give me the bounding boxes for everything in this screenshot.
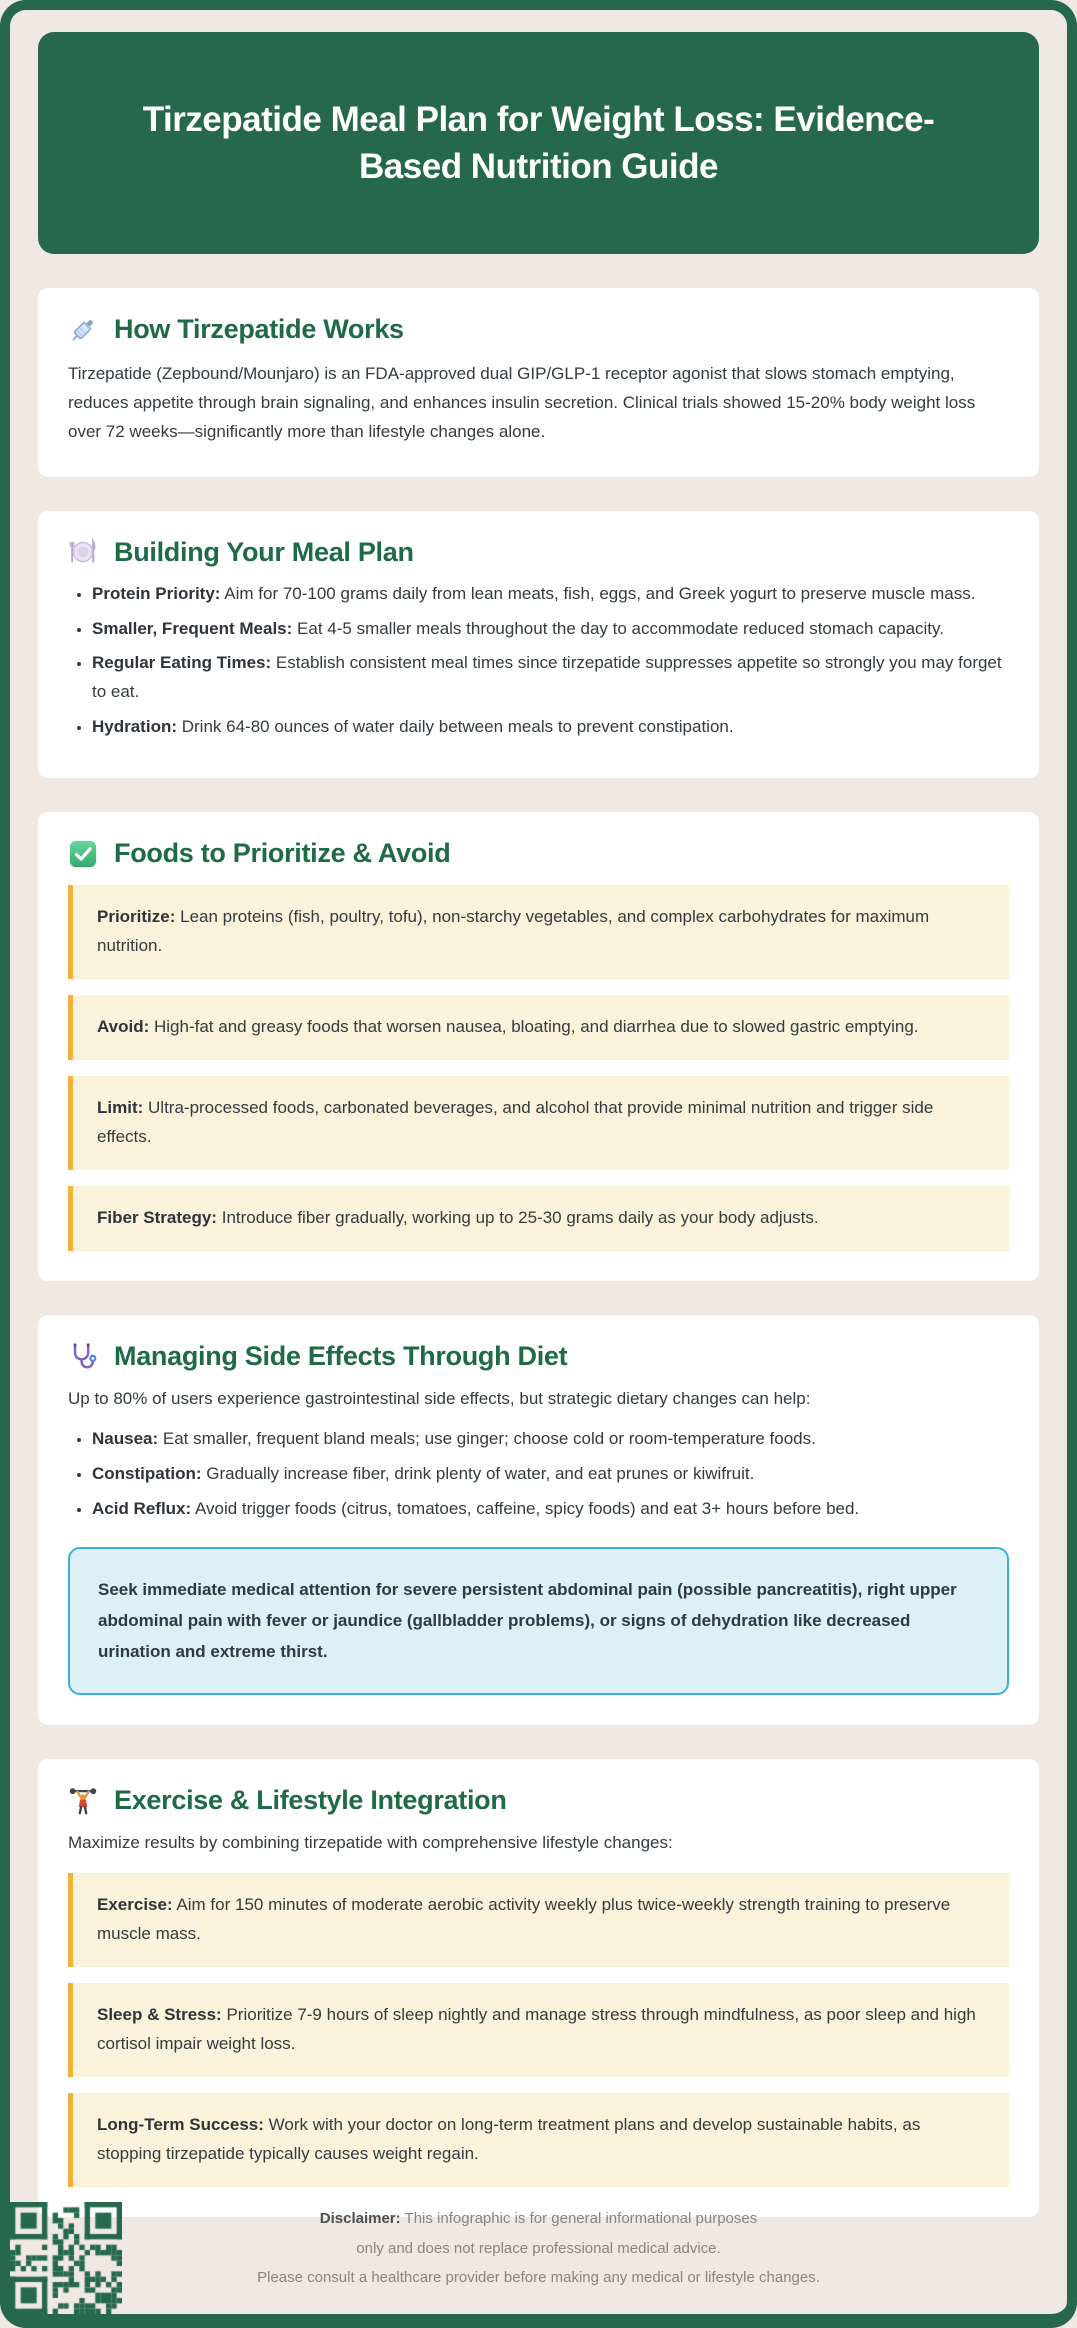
list-item: • Smaller, Frequent Meals: Eat 4-5 smaller meals throughout the day to accommodate reduced stomach capacity. bbox=[92, 615, 1009, 644]
highlight-exercise: Exercise: Aim for 150 minutes of moderate aerobic activity weekly plus twice-weekly strength training to preserve muscle mass. bbox=[68, 1873, 1009, 1967]
section-how-it-works bbox=[38, 288, 1039, 477]
section-paragraph: Tirzepatide (Zepbound/Mounjaro) is an FDA-approved dual GIP/GLP-1 receptor agonist that slows stomach emptying, reduces appetite through brain signaling, and enhances insulin secretion. Clinical trials showed 15-20% body weight loss over 72 weeks—significantly more than lifestyle changes alone. bbox=[68, 364, 976, 442]
section-meal-plan bbox=[38, 511, 1039, 778]
plate-icon bbox=[68, 537, 98, 567]
highlight-sleep-stress: Sleep & Stress: Prioritize 7-9 hours of sleep nightly and manage stress through mindfulness, as poor sleep and high cortisol impair weight loss. bbox=[68, 1983, 1009, 2077]
section-heading-row bbox=[68, 537, 1009, 568]
medical-warning-callout: Seek immediate medical attention for severe persistent abdominal pain (possible pancreatitis), right upper abdominal pain with fever or jaundice (gallbladder problems), or signs of dehydration like decreased urination and extreme thirst. bbox=[68, 1547, 1009, 1695]
list-item: • Regular Eating Times: Establish consistent meal times since tirzepatide suppresses appetite so strongly you may forget to eat. bbox=[92, 649, 1009, 707]
section-heading-row bbox=[68, 1341, 1009, 1372]
check-icon bbox=[68, 839, 98, 869]
disclaimer-line: only and does not replace professional medical advice. bbox=[356, 2239, 721, 2257]
list-item: • Protein Priority: Aim for 70-100 grams daily from lean meats, fish, eggs, and Greek yogurt to preserve muscle mass. bbox=[92, 580, 1009, 609]
highlight-prioritize: Prioritize: Lean proteins (fish, poultry, tofu), non-starchy vegetables, and complex carbohydrates for maximum nutrition. bbox=[68, 885, 1009, 979]
weightlifter-icon bbox=[68, 1786, 98, 1816]
disclaimer-line: Disclaimer: This infographic is for general informational purposes bbox=[319, 2210, 758, 2228]
section-foods bbox=[38, 812, 1039, 1280]
stethoscope-icon bbox=[68, 1341, 98, 1371]
highlight-avoid: Avoid: High-fat and greasy foods that worsen nausea, bloating, and diarrhea due to slowed gastric emptying. bbox=[68, 995, 1009, 1060]
section-heading-row bbox=[68, 1785, 1009, 1816]
section-side-effects bbox=[38, 1315, 1039, 1726]
meal-plan-list bbox=[68, 580, 1009, 742]
section-title: Exercise & Lifestyle Integration bbox=[114, 1785, 507, 1816]
page-title: Tirzepatide Meal Plan for Weight Loss: Evidence-Based Nutrition Guide bbox=[142, 99, 935, 186]
syringe-icon bbox=[68, 315, 98, 345]
section-heading-row bbox=[68, 314, 1009, 345]
disclaimer-line: Please consult a healthcare provider before making any medical or lifestyle changes. bbox=[257, 2268, 820, 2286]
section-title: Building Your Meal Plan bbox=[114, 536, 414, 567]
section-title: Managing Side Effects Through Diet bbox=[114, 1340, 568, 1371]
section-title: How Tirzepatide Works bbox=[114, 314, 404, 344]
highlight-fiber: Fiber Strategy: Introduce fiber gradually, working up to 25-30 grams daily as your body adjusts. bbox=[68, 1186, 1009, 1251]
side-effects-list bbox=[68, 1425, 1009, 1524]
header-banner bbox=[38, 32, 1039, 254]
list-item: • Constipation: Gradually increase fiber, drink plenty of water, and eat prunes or kiwifruit. bbox=[92, 1460, 1009, 1489]
section-intro: Up to 80% of users experience gastrointestinal side effects, but strategic dietary changes can help: bbox=[68, 1388, 811, 1408]
section-title: Foods to Prioritize & Avoid bbox=[114, 838, 451, 869]
highlight-limit: Limit: Ultra-processed foods, carbonated beverages, and alcohol that provide minimal nutrition and trigger side effects. bbox=[68, 1076, 1009, 1170]
list-item: • Hydration: Drink 64-80 ounces of water daily between meals to prevent constipation. bbox=[92, 713, 1009, 742]
section-heading-row bbox=[68, 838, 1009, 869]
list-item: • Acid Reflux: Avoid trigger foods (citrus, tomatoes, caffeine, spicy foods) and eat 3+ hours before bed. bbox=[92, 1495, 1009, 1524]
disclaimer-text bbox=[0, 2204, 1077, 2292]
list-item: • Nausea: Eat smaller, frequent bland meals; use ginger; choose cold or room-temperature foods. bbox=[92, 1425, 1009, 1454]
highlight-long-term: Long-Term Success: Work with your doctor on long-term treatment plans and develop sustainable habits, as stopping tirzepatide typically causes weight regain. bbox=[68, 2093, 1009, 2187]
section-intro: Maximize results by combining tirzepatide with comprehensive lifestyle changes: bbox=[68, 1833, 673, 1853]
footer bbox=[0, 2164, 1077, 2314]
section-exercise bbox=[38, 1759, 1039, 2217]
